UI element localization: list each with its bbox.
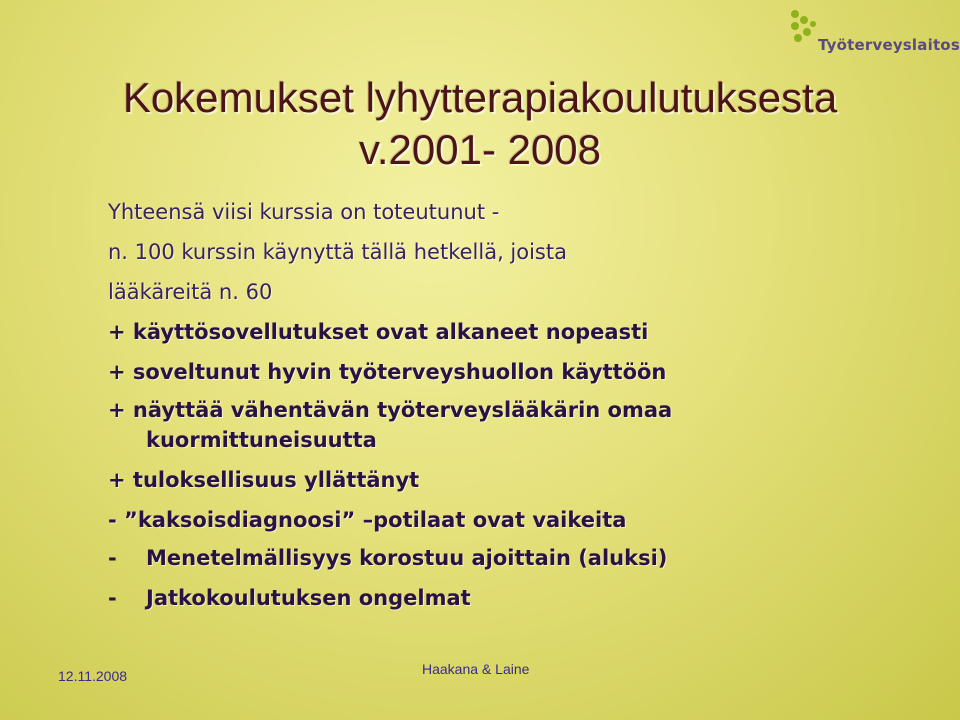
plus-item-1: + käyttösovellutukset ovat alkaneet nopeasti	[108, 320, 649, 344]
dash-item-2: Jatkokoulutuksen ongelmat	[146, 586, 471, 610]
intro-line-1: Yhteensä viisi kurssia on toteutunut -	[108, 200, 500, 224]
intro-line-3: lääkäreitä n. 60	[108, 280, 273, 304]
footer-authors: Haakana & Laine	[422, 661, 530, 677]
plus-item-3-continued: kuormittuneisuutta	[146, 428, 377, 452]
plus-item-4: + tuloksellisuus yllättänyt	[108, 468, 420, 492]
page-title	[0, 72, 960, 176]
dash-marker-1: -	[108, 546, 117, 570]
minus-item: - ”kaksoisdiagnoosi” –potilaat ovat vaikeita	[108, 508, 627, 532]
footer-date: 12.11.2008	[58, 668, 128, 684]
organization-name: Työterveyslaitos	[818, 36, 960, 54]
dash-item-1: Menetelmällisyys korostuu ajoittain (aluksi)	[146, 546, 668, 570]
title-line-1: Kokemukset lyhytterapiakoulutuksesta	[122, 74, 838, 121]
dash-marker-2: -	[108, 586, 117, 610]
intro-line-2: n. 100 kurssin käynyttä tällä hetkellä, joista	[108, 240, 567, 264]
title-line-2: v.2001- 2008	[358, 126, 602, 173]
plus-item-3: + näyttää vähentävän työterveyslääkärin omaa	[108, 398, 673, 422]
plus-item-2: + soveltunut hyvin työterveyshuollon käyttöön	[108, 360, 667, 384]
